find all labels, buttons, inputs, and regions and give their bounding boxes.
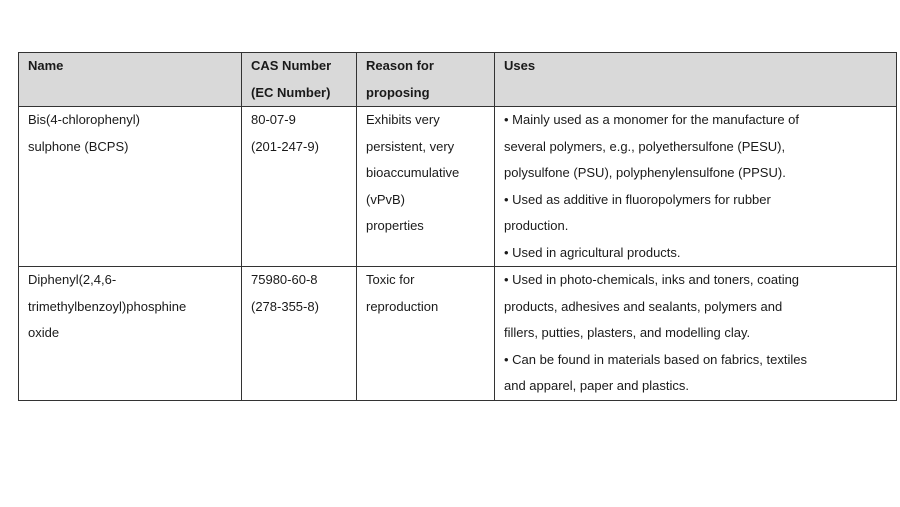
table-row [19,107,897,267]
table-row [19,267,897,401]
text-line: bioaccumulative [366,165,460,180]
header-uses-line: Uses [504,58,536,73]
text-line: 80-07-9 [251,112,296,127]
text-line: polysulfone (PSU), polyphenylensulfone (PPSU). [504,165,786,180]
cell-reason [357,107,495,267]
text-line: • Used as additive in fluoropolymers for rubber [504,191,771,207]
text-line: and apparel, paper and plastics. [504,378,690,393]
header-reason [357,53,495,107]
text-line: • Used in photo-chemicals, inks and toners, coating [504,272,800,287]
text-line: sulphone (BCPS) [28,138,129,154]
header-cas-number [242,53,357,107]
cell-name [19,107,242,267]
header-row [19,53,897,107]
substances-table [18,52,897,401]
text-line: oxide [28,325,60,340]
text-line: • Used in agricultural products. [504,244,681,260]
text-line: Exhibits very [366,112,440,127]
text-line: persistent, very [366,138,455,154]
cell-reason [357,267,495,401]
header-reason-line: Reason for [366,58,434,73]
text-line: reproduction [366,298,439,314]
text-line: Bis(4-chlorophenyl) [28,112,140,127]
text-line: production. [504,218,569,233]
text-line: (278-355-8) [251,298,319,314]
text-line: products, adhesives and sealants, polymers and [504,298,783,314]
text-line: fillers, putties, plasters, and modelling clay. [504,325,751,340]
text-line: properties [366,218,424,233]
text-line: Toxic for [366,272,415,287]
header-name-line: Name [28,58,64,73]
text-line: • Can be found in materials based on fabrics, textiles [504,351,807,367]
text-line: (201-247-9) [251,138,319,154]
cell-uses [495,267,897,401]
text-line: trimethylbenzoyl)phosphine [28,298,187,314]
text-line: (vPvB) [366,191,405,207]
cell-cas [242,107,357,267]
cell-cas [242,267,357,401]
header-name [19,53,242,107]
header-uses [495,53,897,107]
header-reason-line: proposing [366,84,430,100]
text-line: Diphenyl(2,4,6- [28,272,117,287]
text-line: several polymers, e.g., polyethersulfone (PESU), [504,138,786,154]
cell-uses [495,107,897,267]
text-line: 75980-60-8 [251,272,318,287]
cell-name [19,267,242,401]
header-cas-line: CAS Number [251,58,332,73]
header-cas-line: (EC Number) [251,84,331,100]
text-line: • Mainly used as a monomer for the manufacture of [504,112,800,127]
